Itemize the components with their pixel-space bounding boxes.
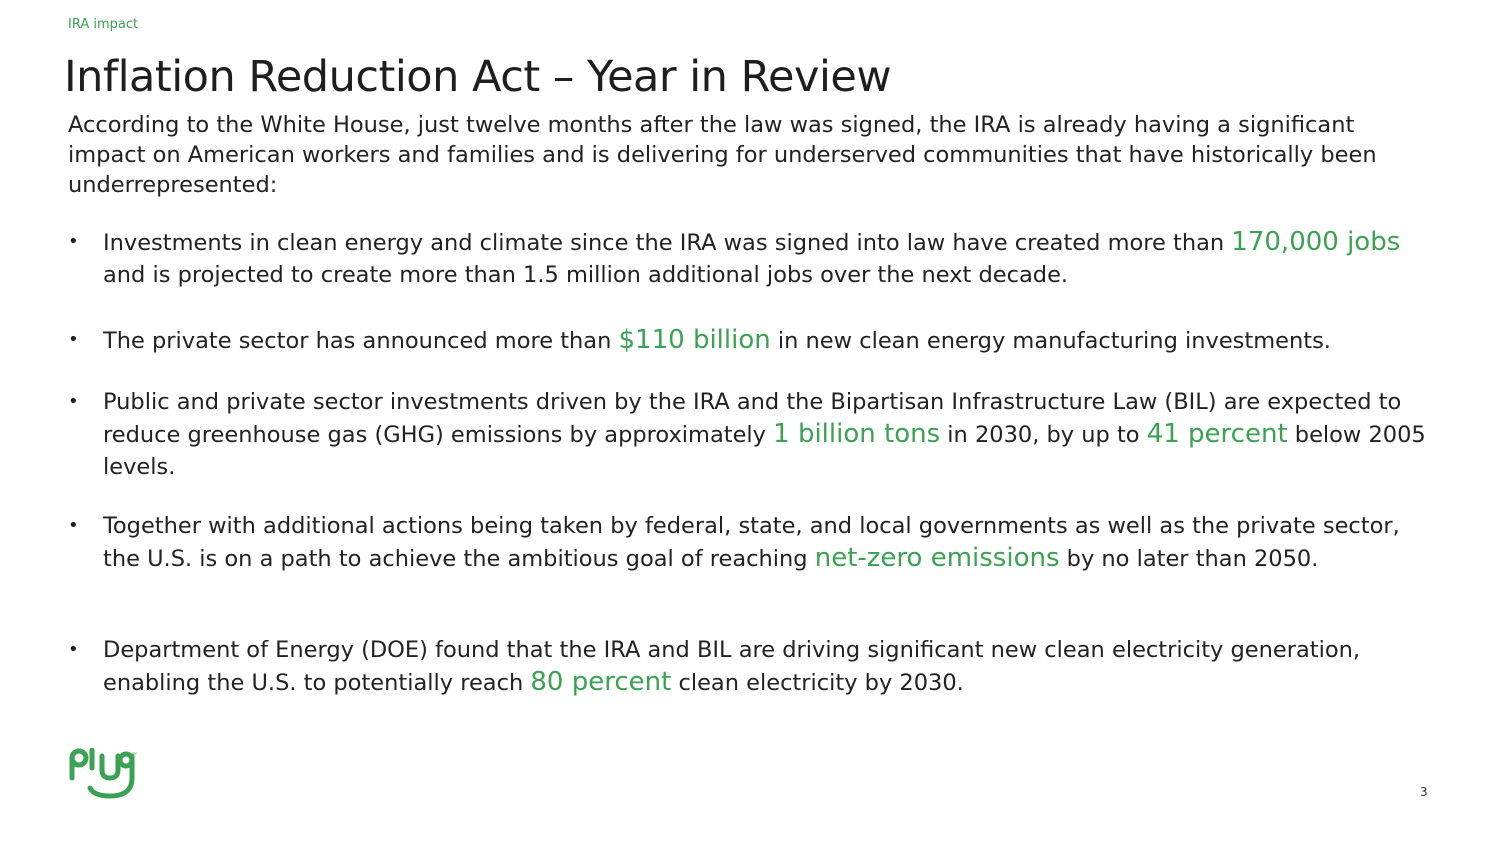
bullet-text: Public and private sector investments driven by the IRA and the Bipartisan Infrastructure Law (BIL) are expected to reduce greenhouse gas (GHG) emissions by approximately	[103, 389, 1402, 448]
bullet-text: Together with additional actions being taken by federal, state, and local governments as well as the private sector, the U.S. is on a path to achieve the ambitious goal of reaching	[103, 513, 1400, 572]
bullet-dot: •	[68, 231, 79, 252]
bullet-text: in 2030, by up to	[940, 422, 1147, 448]
highlight-stat: $110 billion	[618, 325, 771, 355]
highlight-stat: 41 percent	[1146, 419, 1288, 449]
bullet-dot: •	[68, 391, 79, 412]
bullet-item-clean-electricity	[68, 634, 1438, 699]
bullet-text: The private sector has announced more than	[103, 328, 619, 354]
bullet-text: below 2005 levels.	[103, 422, 1426, 480]
section-label: IRA impact	[68, 17, 139, 32]
bullet-item-jobs	[68, 226, 1438, 291]
plug-logo	[66, 748, 138, 802]
bullet-text: Investments in clean energy and climate since the IRA was signed into law have created more than	[103, 230, 1232, 256]
plug-logo-icon	[66, 748, 138, 802]
bullet-text: clean electricity by 2030.	[671, 670, 964, 696]
bullet-item-investment	[68, 324, 1331, 357]
bullet-text: in new clean energy manufacturing investments.	[770, 328, 1331, 354]
bullet-dot: •	[68, 639, 79, 660]
page-title: Inflation Reduction Act – Year in Review	[64, 52, 892, 102]
bullet-text: Department of Energy (DOE) found that the IRA and BIL are driving significant new clean electricity generation, enabling the U.S. to potentially reach	[103, 637, 1361, 696]
logo-trademark: ™	[132, 752, 137, 758]
page-number: 3	[1420, 785, 1428, 799]
highlight-stat: 170,000 jobs	[1231, 227, 1401, 257]
bullet-text: and is projected to create more than 1.5 million additional jobs over the next decade.	[103, 262, 1069, 288]
intro-paragraph: According to the White House, just twelve months after the law was signed, the IRA is already having a significant impact on American workers and families and is delivering for underserved communities that have historically been underrepresented:	[68, 112, 1377, 198]
highlight-stat: 80 percent	[530, 667, 672, 697]
bullet-text: by no later than 2050.	[1059, 546, 1319, 572]
bullet-dot: •	[68, 515, 79, 536]
bullet-item-net-zero	[68, 510, 1438, 575]
highlight-stat: 1 billion tons	[773, 419, 941, 449]
bullet-dot: •	[68, 329, 79, 350]
bullet-item-emissions	[68, 386, 1438, 483]
highlight-stat: net-zero emissions	[814, 543, 1060, 573]
